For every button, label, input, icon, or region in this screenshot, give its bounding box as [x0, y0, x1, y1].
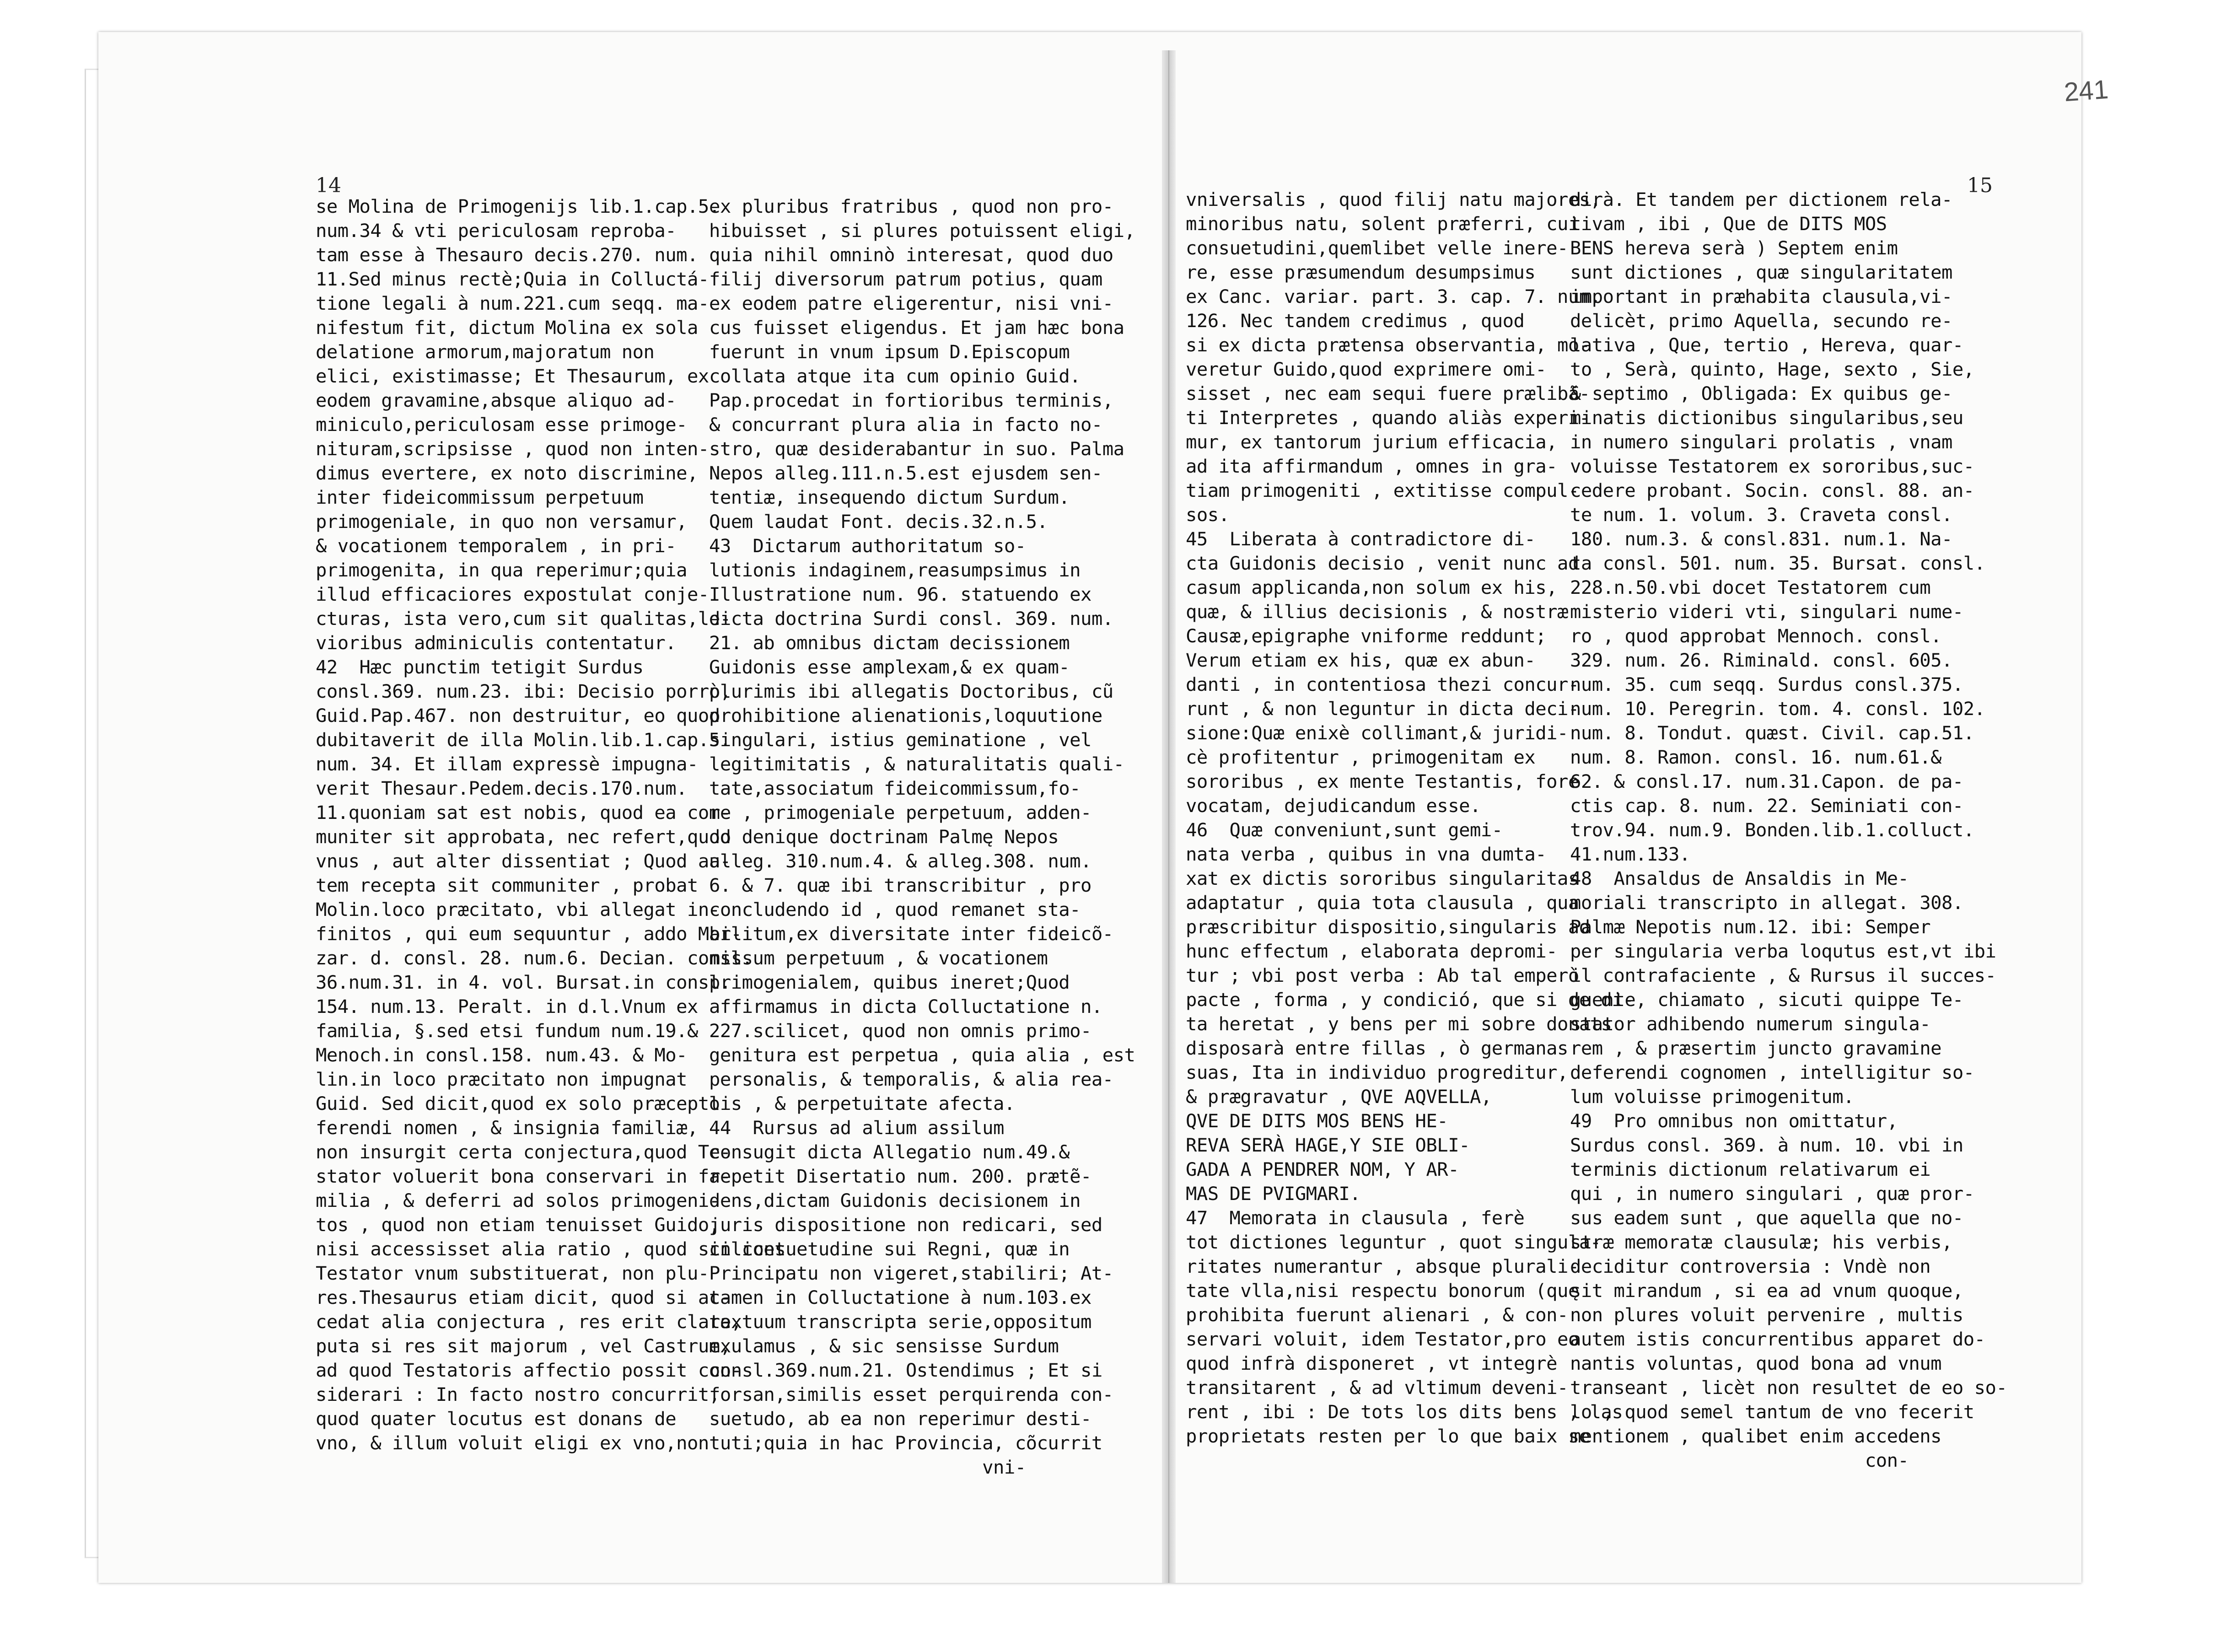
book-gutter — [1162, 50, 1176, 1583]
right-page-column-2: dirà. Et tandem per dictionem rela- tivam , ibi , Que de DITS MOS BENS hereva serà ) Septem enim sunt dictiones , quæ singularitatem important in præhabita clausula,vi- delicèt, primo Aquella, secundo re- lativa , Que, tertio , Hereva, quar- to , Serà, quinto, Hage, sexto , Sie, & septimo , Obligada: Ex quibus ge- minatis dictionibus singularibus,seu in numero singulari prolatis , vnam voluisse Testatorem ex sororibus,suc- cedere probant. Socin. consl. 88. an- te num. 1. volum. 3. Craveta consl. 180. num.3. & consl.831. num.1. Na- ta consl. 501. num. 35. Bursat. consl. 228.n.50.vbi docet Testatorem cum misterio videri vti, singulari nume- ro , quod approbat Mennoch. consl. 329. num. 26. Riminald. consl. 605. num. 35. cum seqq. Surdus consl.375. num. 10. Peregrin. tom. 4. consl. 102. num. 8. Tondut. quæst. Civil. cap.51. num. 8. Ramon. consl. 16. num.61.& 62. & consl.17. num.31.Capon. de pa- ctis cap. 8. num. 22. Seminiati con- trov.94. num.9. Bonden.lib.1.colluct. 41.num.133. 48 Ansaldus de Ansaldis in Me- moriali transcripto in allegat. 308. Palmæ Nepotis num.12. ibi: Semper per singularia verba loqutus est,vt ibi il contrafaciente , & Rursus il succes- guente, chiamato , sicuti quippe Te- stator adhibendo numerum singula- rem , & præsertim juncto gravamine deferendi cognomen , intelligitur so- lum voluisse primogenitum. 49 Pro omnibus non omittatur, Surdus consl. 369. à num. 10. vbi in terminis dictionum relativarum ei qui , in numero singulari , quæ pror- sus eadem sunt , que aquella que no- stræ memoratæ clausulæ; his verbis, deciditur controversia : Vndè non sit mirandum , si ea ad vnum quoque, non plures voluit pervenire , multis autem istis concurrentibus apparet do- nantis voluntas, quod bona ad vnum transeant , licèt non resultet de eo so- lo , quod semel tantum de vno fecerit mentionem , qualibet enim accedens con- — [1570, 188, 2007, 1471]
right-page-column-1: vniversalis , quod filij natu majores, minoribus natu, solent præferri, cui consuetudini,quemlibet velle inere- re, esse præsumendum desumpsimus ex Canc. variar. part. 3. cap. 7. num. 126. Nec tandem credimus , quod si ex dicta prætensa observantia, mo- veretur Guido,quod exprimere omi- sisset , nec eam sequi fuere prælibã- ti Interpretes , quando aliàs experi- mur, ex tantorum jurium efficacia, ad ita affirmandum , omnes in gra- tiam primogeniti , extitisse compul- sos. 45 Liberata à contradictore di- cta Guidonis decisio , venit nunc ad casum applicanda,non solum ex his, quæ, & illius decisionis , & nostræ Causæ,epigraphe vniforme reddunt; Verum etiam ex his, quæ ex abun- danti , in contentiosa thezi concur- runt , & non leguntur in dicta deci- sione:Quæ enixè collimant,& juridi- cè profitentur , primogenitam ex sororibus , ex mente Testantis, fore vocatam, dejudicandum esse. 46 Quæ conveniunt,sunt gemi- nata verba , quibus in vna dumta- xat ex dictis sororibus singularitas adaptatur , quia tota clausula , qua præscribitur dispositio,singularis ad hunc effectum , elaborata depromi- tur ; vbi post verba : Ab tal emperò pacte , forma , y condició, que si de di- ta heretat , y bens per mi sobre donats disposarà entre fillas , ò germanas suas, Ita in individuo progreditur, & prægravatur , QVE AQVELLA, QVE DE DITS MOS BENS HE- REVA SERÀ HAGE,Y SIE OBLI- GADA A PENDRER NOM, Y AR- MAS DE PVIGMARI. 47 Memorata in clausula , ferè tot dictiones leguntur , quot singula- ritates numerantur , absque plurali- tate vlla,nisi respectu bonorum (quę prohibita fuerunt alienari , & con- servari voluit, idem Testator,pro eo quod infrà disponeret , vt integrè transitarent , & ad vltimum deveni- rent , ibi : De tots los dits bens , las proprietats resten per lo que baix se — [1186, 188, 1634, 1447]
left-page-column-1: se Molina de Primogenijs lib.1.cap.5. num.34 & vti periculosam reproba- tam esse à Thesauro decis.270. num. 11.Sed minus rectè;Quia in Colluctá- tione legali à num.221.cum seqq. ma- nifestum fit, dictum Molina ex sola delatione armorum,majoratum non elici, existimasse; Et Thesaurum, ex eodem gravamine,absque aliquo ad- miniculo,periculosam esse primoge- nituram,scripsisse , quod non inten- dimus evertere, ex noto discrimine, inter fideicommissum perpetuum primogeniale, in quo non versamur, & vocationem temporalem , in pri- primogenita, in qua reperimur;quia illud efficaciores expostulat conje- cturas, ista vero,cum sit qualitas,le- vioribus adminiculis contentatur. 42 Hæc punctim tetigit Surdus consl.369. num.23. ibi: Decisio porrò, Guid.Pap.467. non destruitur, eo quod dubitaverit de illa Molin.lib.1.cap.5. num. 34. Et illam expressè impugna- verit Thesaur.Pedem.decis.170.num. 11.quoniam sat est nobis, quod ea com- muniter sit approbata, nec refert,quod vnus , aut alter dissentiat ; Quod au- tem recepta sit communiter , probat Molin.loco præcitato, vbi allegat in- finitos , qui eum sequuntur , addo Mar- zar. d. consl. 28. num.6. Decian. consl. 36.num.31. in 4. vol. Bursat.in consl. 154. num.13. Peralt. in d.l.Vnum ex familia, §.sed etsi fundum num.19.& Menoch.in consl.158. num.43. & Mo- lin.in loco præcitato non impugnat Guid. Sed dicit,quod ex solo præcepto ferendi nomen , & insignia familiæ, non insurgit certa conjectura,quod Te- stator voluerit bona conservari in fa- milia , & deferri ad solos primogeni- tos , quod non etiam tenuisset Guido, nisi accessisset alia ratio , quod scilicet Testator vnum substituerat, non plu- res.Thesaurus etiam dicit, quod si ac- cedat alia conjectura , res erit clara, puta si res sit majorum , vel Castrum, ad quod Testatoris affectio possit con- siderari : In facto nostro concurrit, quod quater locutus est donans de vno, & illum voluit eligi ex vno,non — [316, 195, 785, 1454]
right-page-number: 15 — [1967, 174, 1993, 197]
archive-folio-number: 241 — [2063, 74, 2109, 108]
left-page-column-2: ex pluribus fratribus , quod non pro- hibuisset , si plures potuissent eligi, quia nihil omninò interesat, quod duo filij diversorum patrum potius, quam ex eodem patre eligerentur, nisi vni- cus fuisset eligendus. Et jam hæc bona fuerunt in vnum ipsum D.Episcopum collata atque ita cum opinio Guid. Pap.procedat in fortioribus terminis, & concurrant plura alia in facto no- stro, quæ desiderabantur in suo. Palma Nepos alleg.111.n.5.est ejusdem sen- tentiæ, insequendo dictum Surdum. Quem laudat Font. decis.32.n.5. 43 Dictarum authoritatum so- lutionis indaginem,reasumpsimus in Illustratione num. 96. statuendo ex dicta doctrina Surdi consl. 369. num. 21. ab omnibus dictam decissionem Guidonis esse amplexam,& ex quam- plurimis ibi allegatis Doctoribus, cũ prohibitione alienationis,loquutione singulari, istius geminatione , vel legitimitatis , & naturalitatis quali- tate,associatum fideicommissum,fo- re , primogeniale perpetuum, adden- do denique doctrinam Palmę Nepos alleg. 310.num.4. & alleg.308. num. 6. & 7. quæ ibi transcribitur , pro concludendo id , quod remanet sta- bilitum,ex diversitate inter fideicõ- missum perpetuum , & vocationem primogenialem, quibus ineret;Quod affirmamus in dicta Colluctatione n. 227.scilicet, quod non omnis primo- genitura est perpetua , quia alia , est personalis, & temporalis, & alia rea- lis , & perpetuitate afecta. 44 Rursus ad alium assilum consugit dicta Allegatio num.49.& repetit Disertatio num. 200. prætẽ- dens,dictam Guidonis decisionem in juris dispositione non redicari, sed in consuetudine sui Regni, quæ in Principatu non vigeret,stabiliri; At- tamen in Colluctatione à num.103.ex textuum transcripta serie,oppositum exulamus , & sic sensisse Surdum consl.369.num.21. Ostendimus ; Et si forsan,similis esset perquirenda con- suetudo, ab ea non reperimur desti- tuti;quia in hac Provincia, cõcurrit vni- — [709, 195, 1135, 1478]
left-page-number: 14 — [316, 174, 341, 197]
